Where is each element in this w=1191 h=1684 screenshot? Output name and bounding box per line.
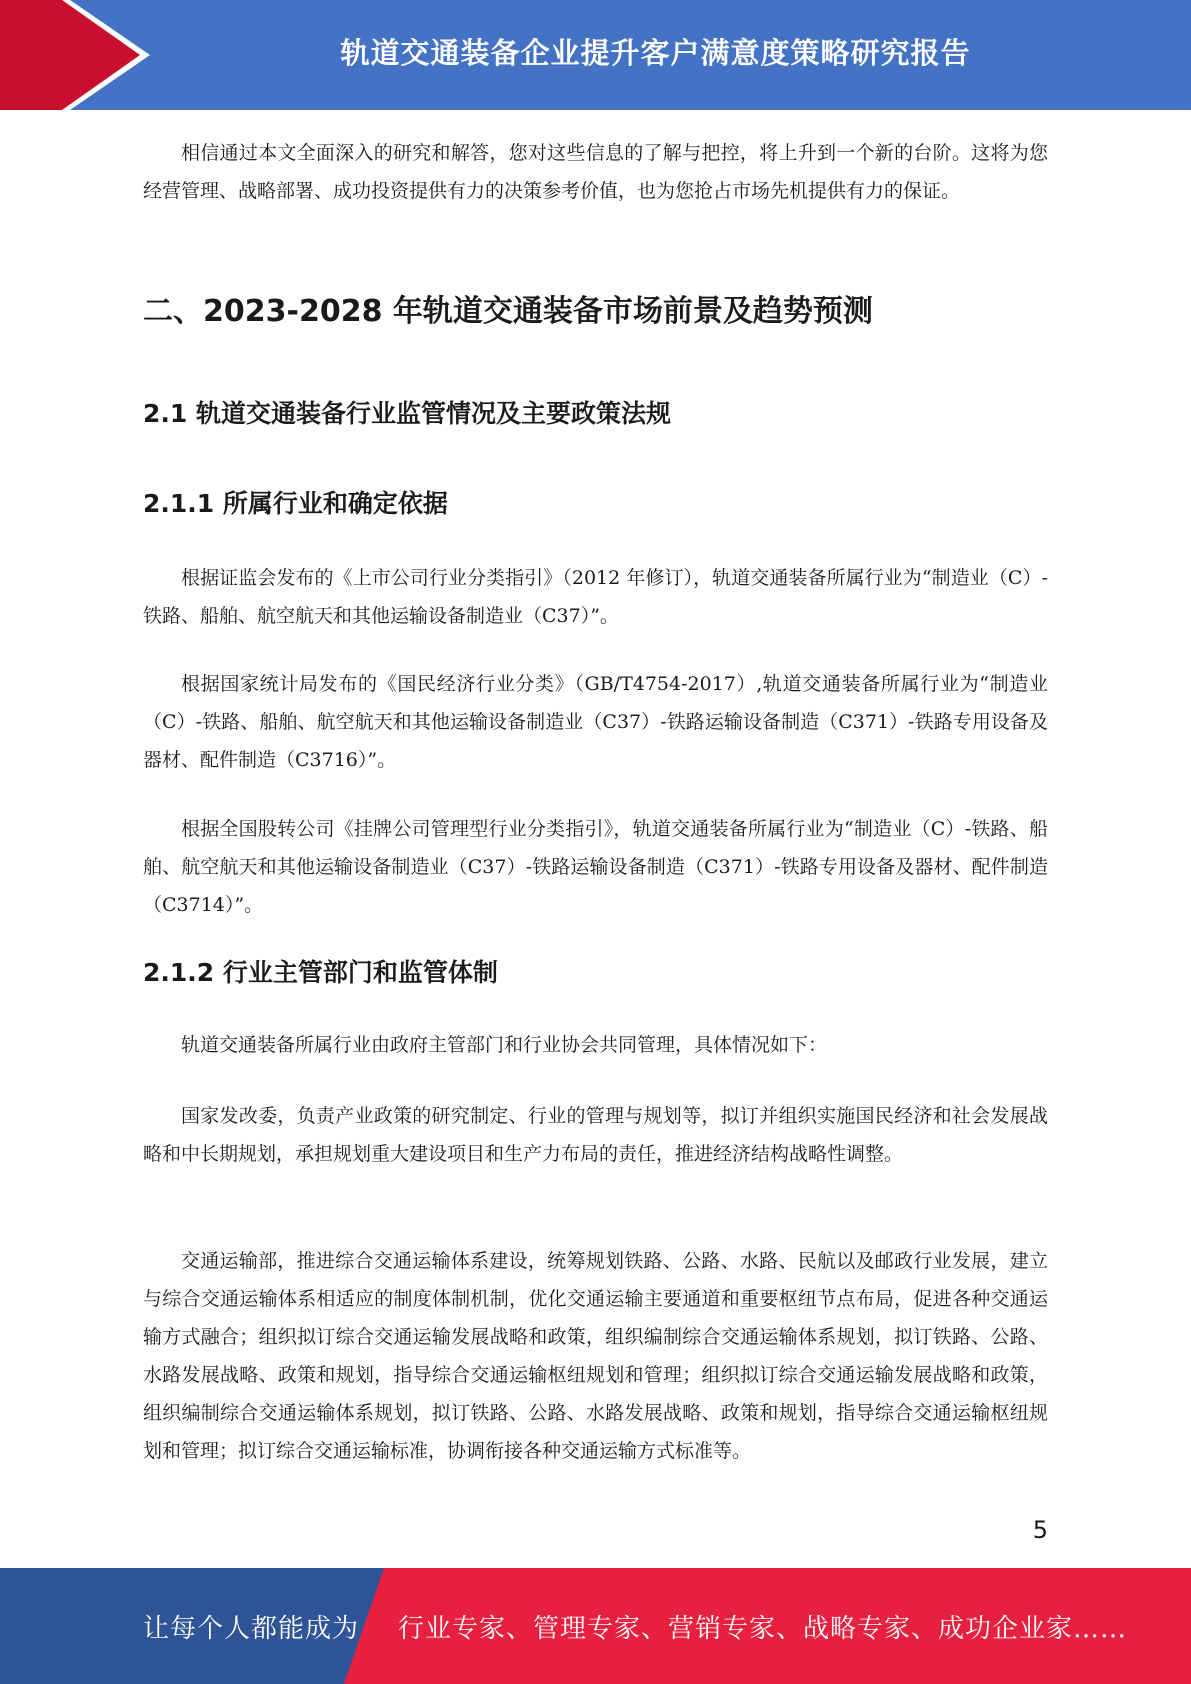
subsection-title: 2.1 轨道交通装备行业监管情况及主要政策法规 xyxy=(143,399,671,428)
subsubsection-title-2-1-1: 2.1.1 所属行业和确定依据 xyxy=(143,489,448,518)
paragraph-csrc-classification: 根据证监会发布的《上市公司行业分类指引》（2012 年修订），轨道交通装备所属行业为“制造业（C）-铁路、船舶、航空航天和其他运输设备制造业（C37）”。 xyxy=(143,567,1048,627)
paragraph-ministry-of-transport: 交通运输部，推进综合交通运输体系建设，统筹规划铁路、公路、水路、民航以及邮政行业发展，建立与综合交通运输体系相适应的制度体制机制，优化交通运输主要通道和重要枢纽节点布局，促进各种交通运输方式融合；组织拟订综合交通运输发展战略和政策，组织编制综合交通运输体系规划，拟订铁路、公路、水路发展战略、政策和规划，指导综合交通运输枢纽规划和管理；组织拟订综合交通运输发展战略和政策，组织编制综合交通运输体系规划，拟订铁路、公路、水路发展战略、政策和规划，指导综合交通运输枢纽规划和管理；拟订综合交通运输标准，协调衔接各种交通运输方式标准等。 xyxy=(143,1250,1048,1462)
header-chevron-graphic xyxy=(0,0,150,110)
page-number: 5 xyxy=(1032,1516,1048,1544)
document-title: 轨道交通装备企业提升客户满意度策略研究报告 xyxy=(340,35,971,70)
page-header xyxy=(0,0,1191,110)
intro-paragraph: 相信通过本文全面深入的研究和解答，您对这些信息的了解与把控，将上升到一个新的台阶。这将为您经营管理、战略部署、成功投资提供有力的决策参考价值，也为您抢占市场先机提供有力的保证。 xyxy=(143,142,1048,202)
paragraph-neeq-classification: 根据全国股转公司《挂牌公司管理型行业分类指引》，轨道交通装备所属行业为“制造业（C）-铁路、船舶、航空航天和其他运输设备制造业（C37）-铁路运输设备制造（C371）-铁路专用设备及器材、配件制造（C3714）”。 xyxy=(143,818,1048,916)
paragraph-regulators-intro: 轨道交通装备所属行业由政府主管部门和行业协会共同管理，具体情况如下： xyxy=(181,1034,828,1056)
page-footer xyxy=(0,1568,1191,1684)
paragraph-nbs-classification: 根据国家统计局发布的《国民经济行业分类》（GB/T4754-2017）,轨道交通装备所属行业为“制造业（C）-铁路、船舶、航空航天和其他运输设备制造业（C37）-铁路运输设备制造（C371）-铁路专用设备及器材、配件制造（C3716）”。 xyxy=(143,673,1048,771)
section-title: 二、2023-2028 年轨道交通装备市场前景及趋势预测 xyxy=(143,294,873,329)
footer-slogan-left: 让每个人都能成为 xyxy=(143,1613,360,1644)
footer-slogan-right: 行业专家、管理专家、营销专家、战略专家、成功企业家…… xyxy=(398,1613,1128,1644)
subsubsection-title-2-1-2: 2.1.2 行业主管部门和监管体制 xyxy=(143,958,498,987)
paragraph-ndrc: 国家发改委，负责产业政策的研究制定、行业的管理与规划等，拟订并组织实施国民经济和社会发展战略和中长期规划，承担规划重大建设项目和生产力布局的责任，推进经济结构战略性调整。 xyxy=(143,1105,1048,1165)
